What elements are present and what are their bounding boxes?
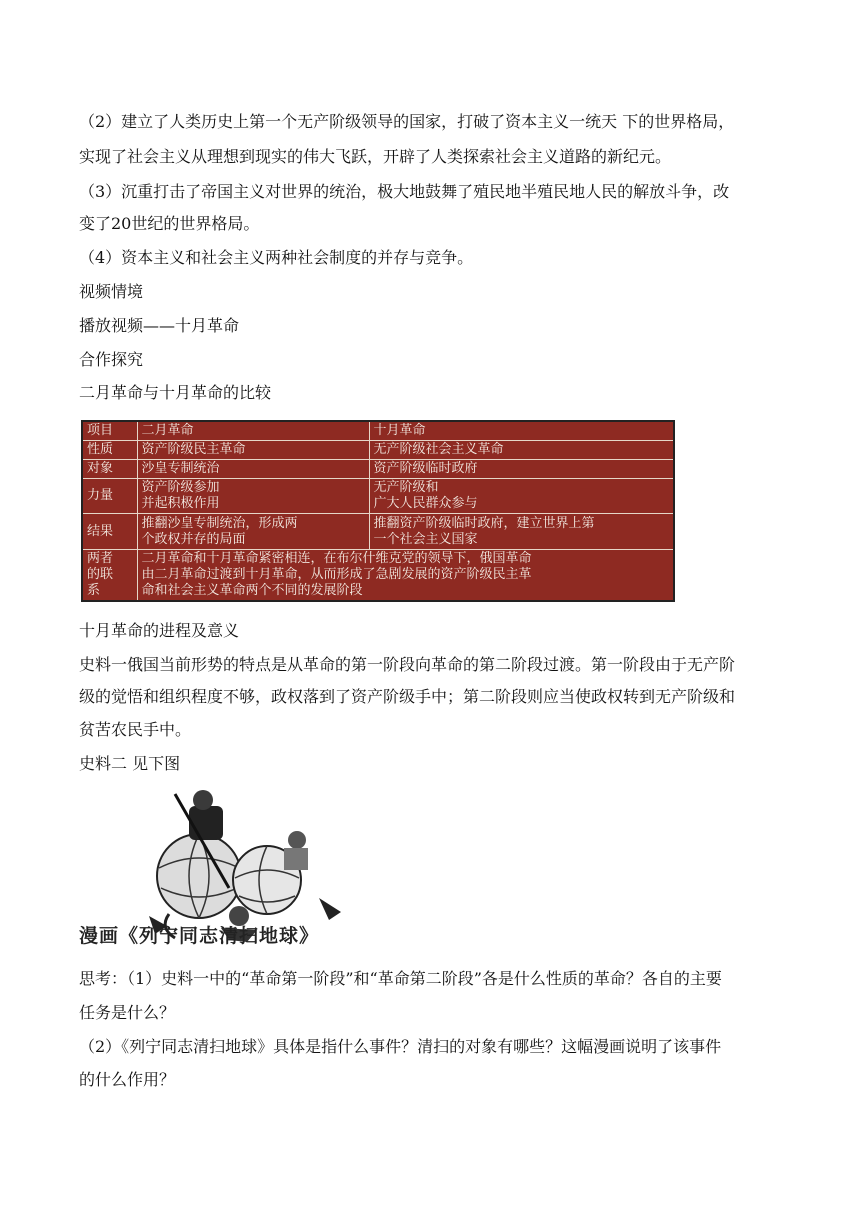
table-row	[82, 460, 674, 479]
source-2-label: 史料二 见下图	[79, 754, 181, 773]
oct-cell: 无产阶级社会主义革命	[369, 441, 674, 460]
process-title: 十月革命的进程及意义	[79, 621, 240, 640]
feb-cell: 推翻沙皇专制统治，形成两 个政权并存的局面	[137, 514, 369, 550]
feb-cell: 沙皇专制统治	[137, 460, 369, 479]
source-1-line-3: 贫苦农民手中。	[79, 720, 192, 739]
table-header-cell: 二月革命	[137, 421, 369, 441]
source-1-line-1: 史料一俄国当前形势的特点是从革命的第一阶段向革命的第二阶段过渡。第一阶段由于无产阶	[79, 655, 736, 674]
paragraph-significance-3a: （3）沉重打击了帝国主义对世界的统治，极大地鼓舞了殖民地半殖民地人民的解放斗争，改	[79, 182, 730, 201]
paragraph-significance-2a: （2）建立了人类历史上第一个无产阶级领导的国家，打破了资本主义一统天 下的世界格局，	[79, 112, 735, 131]
feb-cell: 资产阶级民主革命	[137, 441, 369, 460]
paragraph-significance-4: （4）资本主义和社会主义两种社会制度的并存与竞争。	[79, 248, 474, 267]
link-cell: 二月革命和十月革命紧密相连，在布尔什维克党的领导下，俄国革命 由二月革命过渡到十月革命，从而形成了急剧发展的资产阶级民主革 命和社会主义革命两个不同的发展阶段	[137, 550, 674, 602]
cartoon-image	[79, 788, 369, 948]
row-label-force: 力量	[82, 479, 137, 514]
oct-cell: 资产阶级临时政府	[369, 460, 674, 479]
table-header-cell: 十月革命	[369, 421, 674, 441]
row-label-link: 两者 的联 系	[82, 550, 137, 602]
table-row	[82, 479, 674, 514]
table-header-cell: 项目	[82, 421, 137, 441]
oct-cell: 推翻资产阶级临时政府，建立世界上第 一个社会主义国家	[369, 514, 674, 550]
video-heading: 视频情境	[79, 282, 144, 301]
paragraph-significance-3b: 变了20世纪的世界格局。	[79, 214, 260, 233]
question-2-line-2: 的什么作用？	[79, 1070, 176, 1089]
row-label-target: 对象	[82, 460, 137, 479]
row-label-result: 结果	[82, 514, 137, 550]
cartoon-caption: 漫画《列宁同志清扫地球》	[79, 925, 320, 947]
table-header-row	[82, 421, 674, 441]
comparison-table	[81, 420, 675, 602]
row-label-nature: 性质	[82, 441, 137, 460]
oct-cell: 无产阶级和 广大人民群众参与	[369, 479, 674, 514]
question-1-line-2: 任务是什么？	[79, 1003, 176, 1022]
compare-title: 二月革命与十月革命的比较	[79, 383, 272, 402]
table-row	[82, 441, 674, 460]
table-row	[82, 550, 674, 602]
question-1-line-1: 思考：（1）史料一中的“革命第一阶段”和“革命第二阶段”各是什么性质的革命？各自的主要	[79, 969, 722, 988]
paragraph-significance-2b: 实现了社会主义从理想到现实的伟大飞跃，开辟了人类探索社会主义道路的新纪元。	[79, 147, 672, 166]
explore-heading: 合作探究	[79, 350, 144, 369]
feb-cell: 资产阶级参加 并起积极作用	[137, 479, 369, 514]
table-row	[82, 514, 674, 550]
video-play-text: 播放视频——十月革命	[79, 316, 240, 335]
question-2-line-1: （2）《列宁同志清扫地球》具体是指什么事件？清扫的对象有哪些？这幅漫画说明了该事件	[79, 1037, 722, 1056]
source-1-line-2: 级的觉悟和组织程度不够，政权落到了资产阶级手中；第二阶段则应当使政权转到无产阶级和	[79, 687, 736, 706]
